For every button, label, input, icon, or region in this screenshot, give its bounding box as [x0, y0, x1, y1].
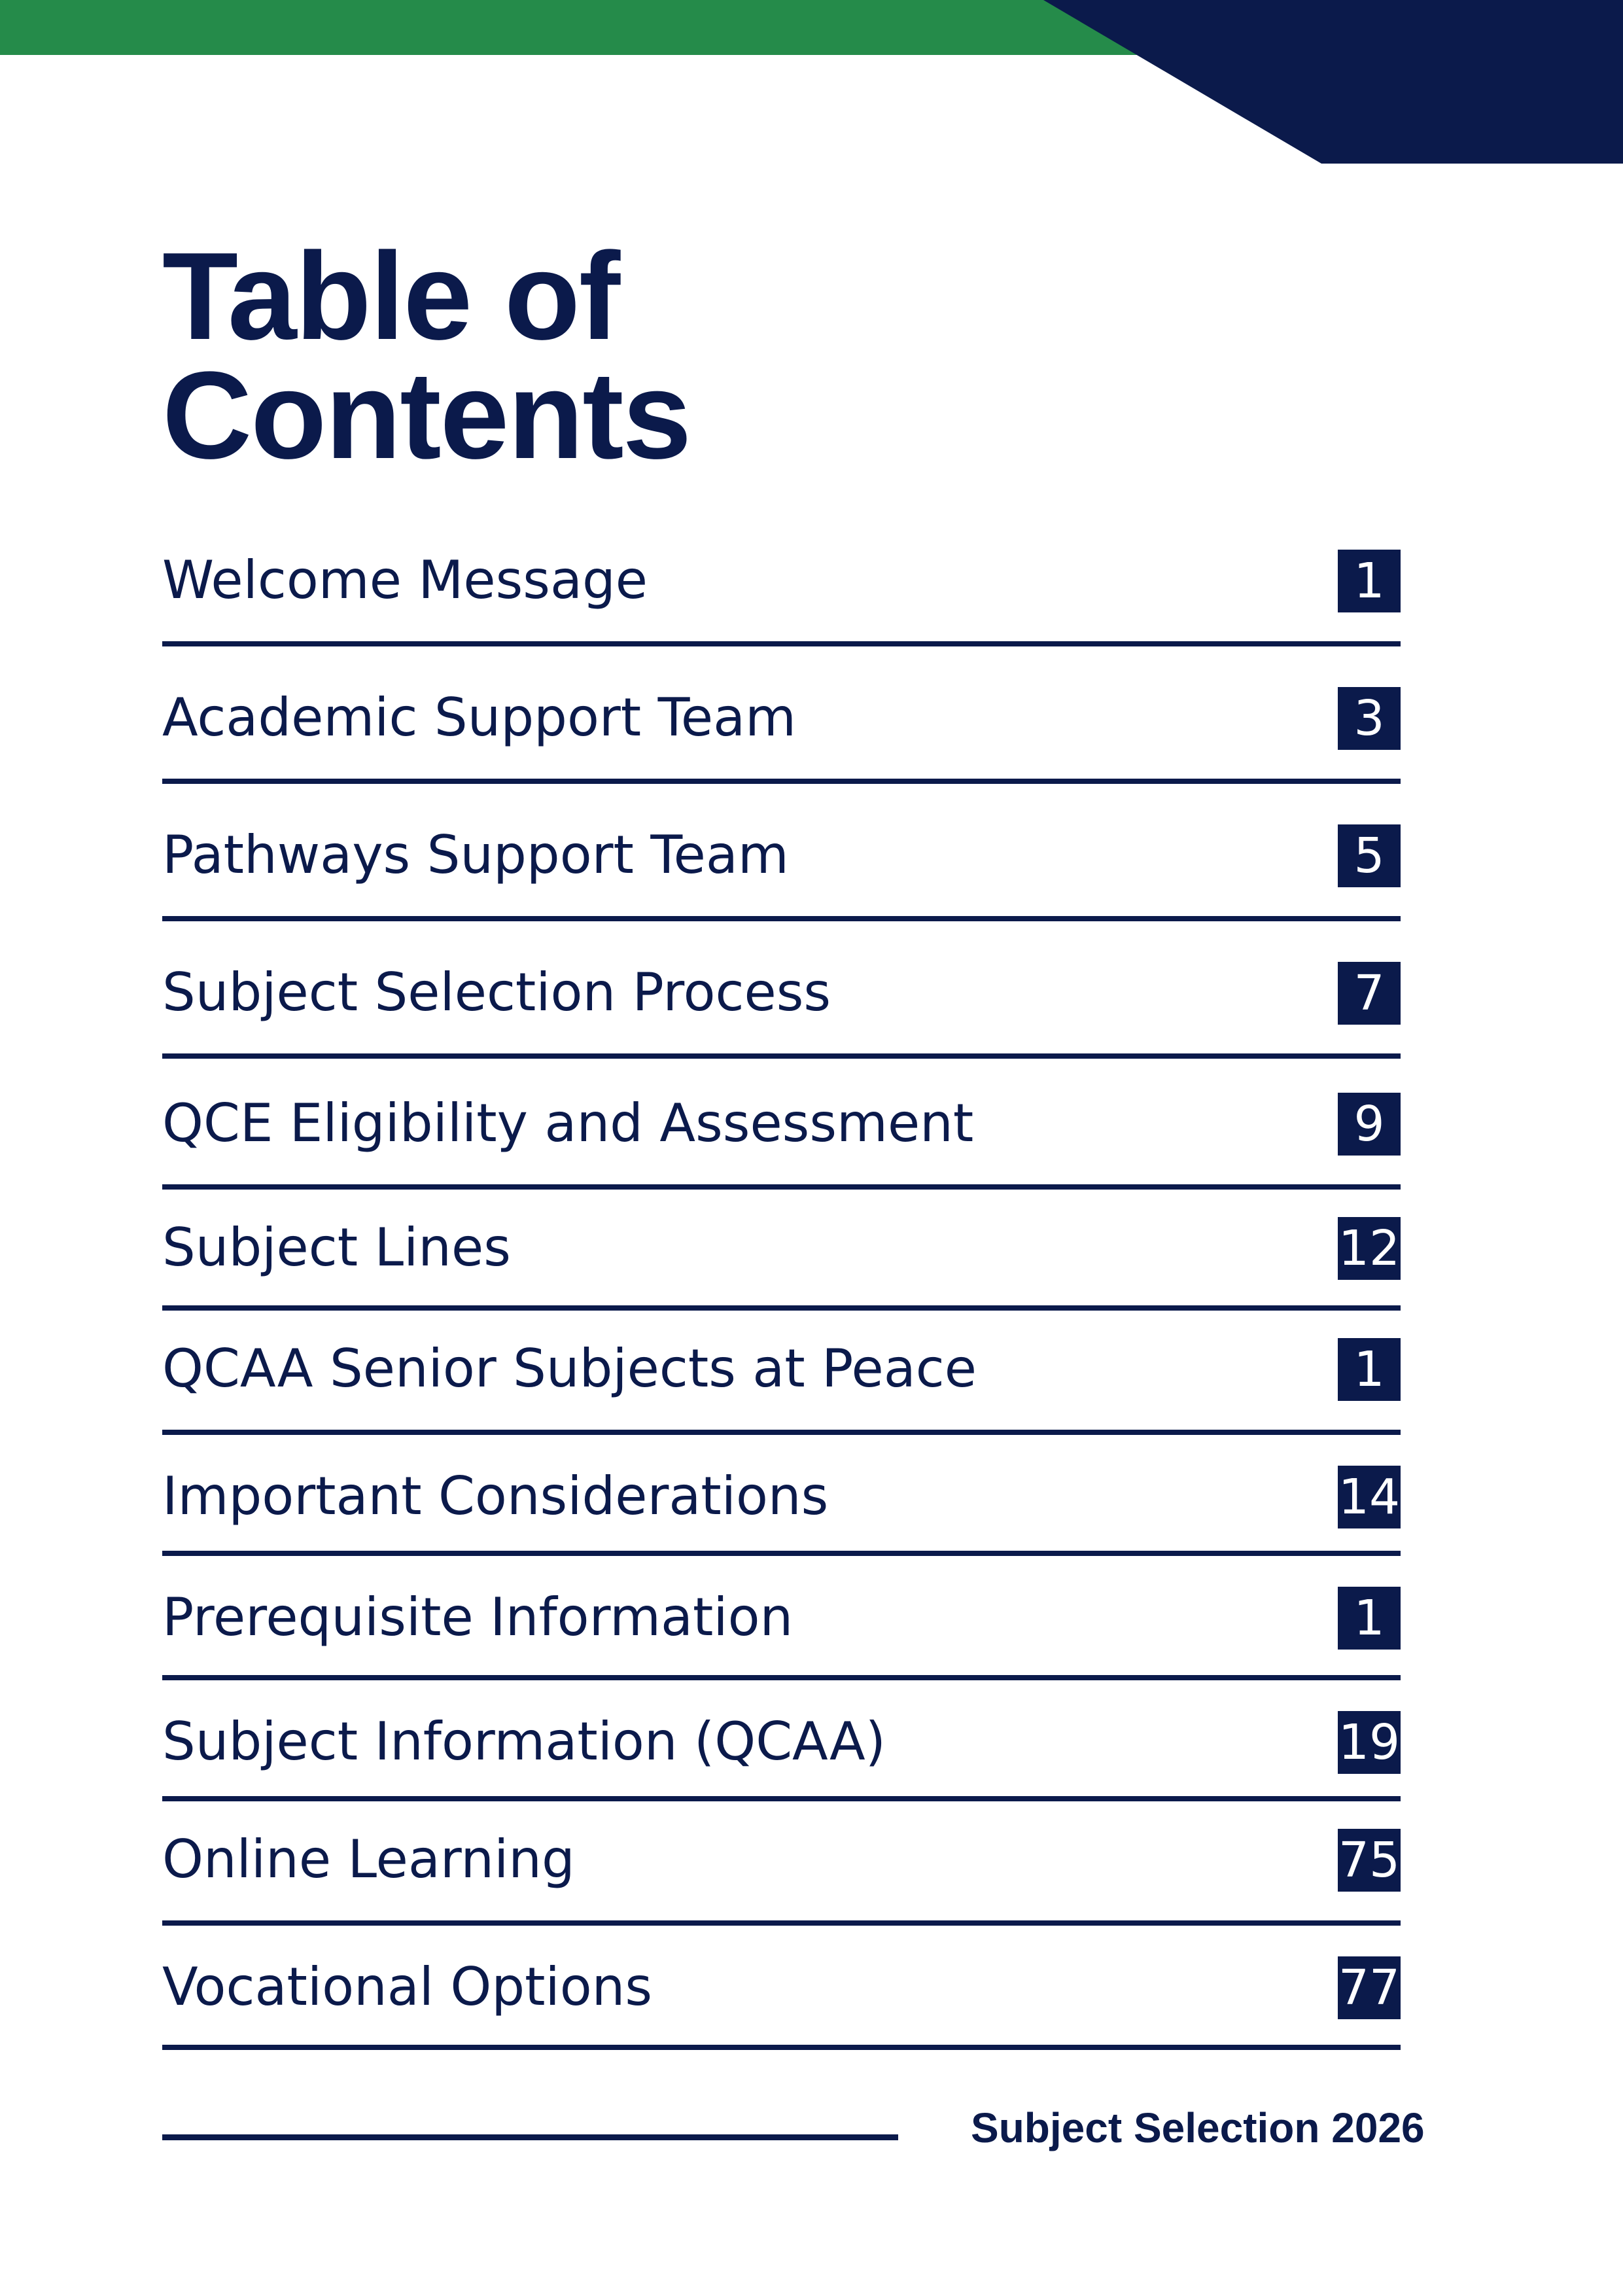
header-navy-shape: [0, 0, 1623, 164]
toc-divider: [162, 1796, 1401, 1801]
toc-divider: [162, 1551, 1401, 1556]
toc-item-label: Pathways Support Team: [162, 824, 789, 885]
toc-item-page-number: 1: [1338, 1587, 1401, 1650]
toc-item-label: Important Considerations: [162, 1466, 829, 1527]
toc-item[interactable]: [162, 674, 1401, 759]
toc-item-page-number: 12: [1338, 1217, 1401, 1280]
toc-item-page-number: 75: [1338, 1829, 1401, 1892]
toc-item-label: Vocational Options: [162, 1956, 653, 2017]
toc-item-label: QCAA Senior Subjects at Peace: [162, 1338, 977, 1399]
toc-divider: [162, 916, 1401, 921]
toc-item-label: QCE Eligibility and Assessment: [162, 1093, 974, 1154]
toc-item-page-number: 1: [1338, 550, 1401, 612]
toc-item-label: Subject Selection Process: [162, 962, 831, 1023]
toc-item[interactable]: [162, 1453, 1401, 1538]
toc-item-page-number: 9: [1338, 1093, 1401, 1156]
toc-item-label: Subject Lines: [162, 1217, 511, 1278]
toc-item-label: Welcome Message: [162, 550, 648, 610]
toc-item[interactable]: [162, 1816, 1401, 1901]
toc-item-label: Online Learning: [162, 1829, 575, 1890]
toc-item[interactable]: [162, 1698, 1401, 1783]
toc-item-page-number: 19: [1338, 1711, 1401, 1774]
toc-divider: [162, 1184, 1401, 1190]
toc-item-page-number: 7: [1338, 962, 1401, 1025]
toc-item[interactable]: [162, 1574, 1401, 1659]
footer-title: Subject Selection 2026: [971, 2104, 1425, 2151]
toc-divider: [162, 2045, 1401, 2050]
toc-divider: [162, 1675, 1401, 1680]
toc-item-page-number: 3: [1338, 687, 1401, 750]
page-title: [162, 227, 691, 485]
toc-item[interactable]: [162, 537, 1401, 622]
footer-rule: [162, 2134, 898, 2140]
toc-item[interactable]: [162, 1204, 1401, 1289]
toc-item[interactable]: [162, 811, 1401, 896]
toc-item-label: Subject Information (QCAA): [162, 1711, 886, 1772]
toc-divider: [162, 641, 1401, 646]
toc-item-label: Academic Support Team: [162, 687, 797, 748]
toc-item[interactable]: [162, 949, 1401, 1034]
toc-item-page-number: 77: [1338, 1956, 1401, 2019]
toc-item[interactable]: [162, 1080, 1401, 1165]
page-title-line-1: Table of: [162, 227, 620, 366]
toc-divider: [162, 779, 1401, 784]
toc-item-page-number: 14: [1338, 1466, 1401, 1528]
toc-divider: [162, 1430, 1401, 1435]
toc-divider: [162, 1305, 1401, 1311]
toc-item[interactable]: [162, 1943, 1401, 2028]
toc-item-page-number: 5: [1338, 824, 1401, 887]
toc-item[interactable]: [162, 1325, 1401, 1410]
toc-divider: [162, 1920, 1401, 1926]
toc-item-label: Prerequisite Information: [162, 1587, 794, 1648]
page-title-line-2: Contents: [162, 346, 691, 485]
toc-divider: [162, 1053, 1401, 1059]
toc-item-page-number: 1: [1338, 1338, 1401, 1401]
